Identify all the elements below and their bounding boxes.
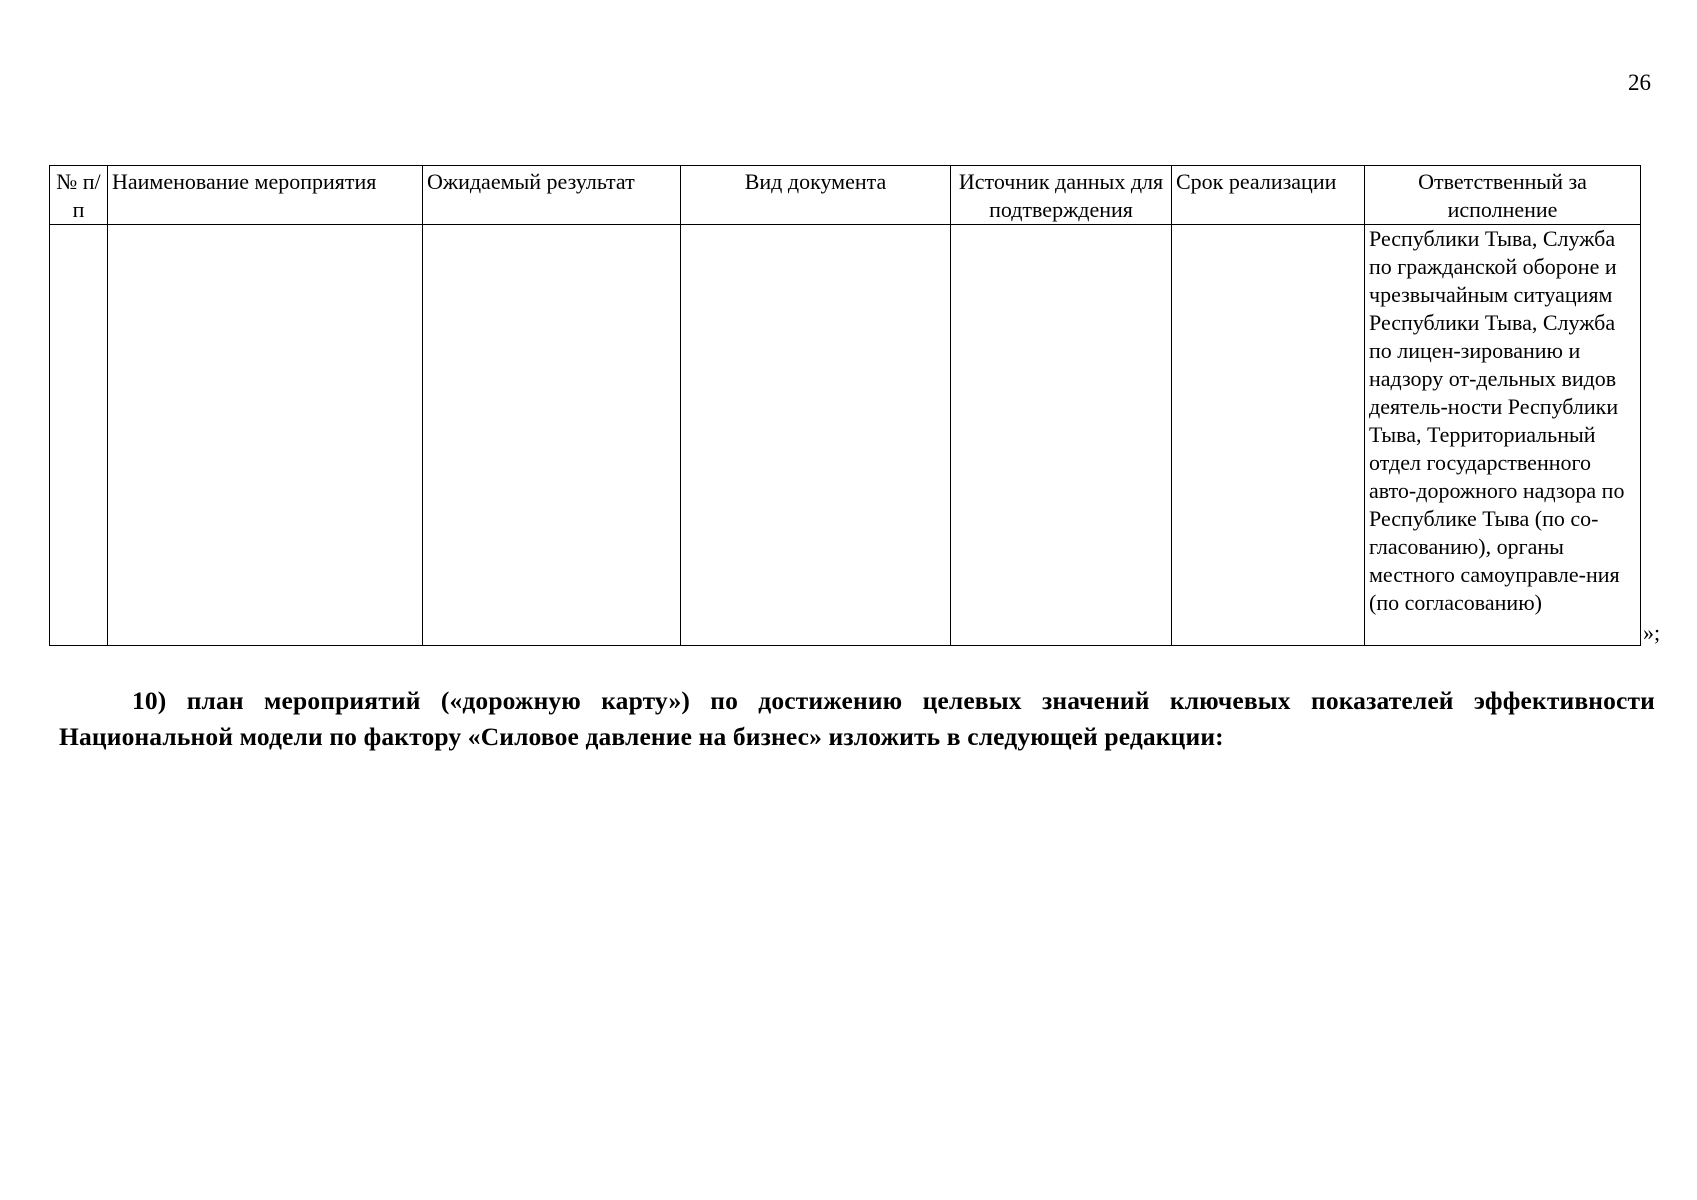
header-num: № п/п bbox=[50, 166, 108, 225]
header-result: Ожидаемый результат bbox=[423, 166, 681, 225]
cell-name bbox=[108, 225, 423, 646]
cell-deadline bbox=[1172, 225, 1365, 646]
header-deadline: Срок реализации bbox=[1172, 166, 1365, 225]
table-row bbox=[50, 225, 1641, 646]
closing-quote: »; bbox=[1643, 620, 1661, 645]
cell-result bbox=[423, 225, 681, 646]
cell-num bbox=[50, 225, 108, 646]
paragraph-10: 10) план мероприятий («дорожную карту») по достижению целевых значений ключевых показателей эффективности Национальной модели по фактору «Силовое давление на бизнес» изложить в следующей редакции: bbox=[59, 686, 1655, 751]
header-doc-type: Вид документа bbox=[681, 166, 951, 225]
cell-doc-type bbox=[681, 225, 951, 646]
table-header-row bbox=[50, 166, 1641, 225]
cell-source bbox=[951, 225, 1172, 646]
page-number: 26 bbox=[1628, 70, 1651, 95]
measures-table bbox=[49, 165, 1641, 646]
header-source: Источник данных для подтверждения bbox=[951, 166, 1172, 225]
header-name: Наименование мероприятия bbox=[108, 166, 423, 225]
cell-responsible: Республики Тыва, Служба по гражданской обороне и чрезвычайным ситуациям Республики Тыва, Служба по лицен-зированию и надзору от-дельных видов деятель-ности Республики Тыва, Территориальный отдел государственного авто-дорожного надзора по Республике Тыва (по со-гласованию), органы местного самоуправле-ния (по согласованию) bbox=[1365, 225, 1641, 646]
header-responsible: Ответственный за исполнение bbox=[1365, 166, 1641, 225]
